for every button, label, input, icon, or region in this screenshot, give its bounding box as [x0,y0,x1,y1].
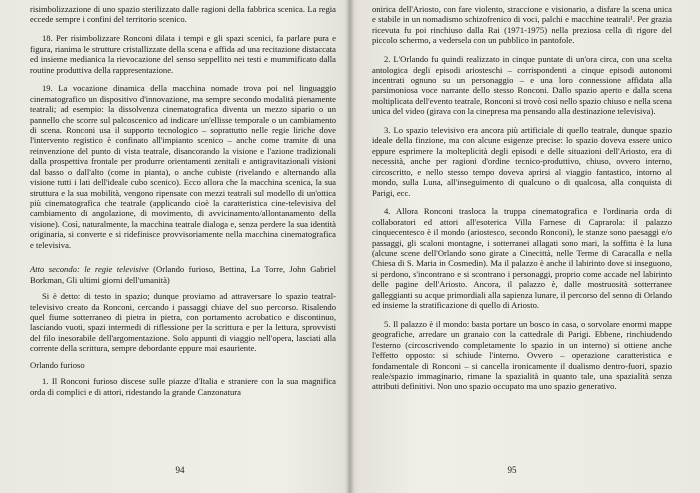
section-heading-rest: (Orlando furioso, Bettina, La Torre, John Gabriel Borkman, Gli ultimi giorni dell'umanità) [30,264,336,285]
subheading-orlando: Orlando furioso [30,359,85,370]
right-top-lines: onirica dell'Ariosto, con fare violento, straccione e visionario, a disfare la scena unica e stabile in un nomadismo schizofrenico di voci, palchi e macchine teatrali¹. Per grazia ricevuta fu poi rinchiuso dalla Rai (1971-1975) nella preziosa cella di rigore del piccolo schermo, a vedersela con un pubblico in pantofole. [372,4,672,46]
paragraph-5: 5. Il palazzo è il mondo: basta portare un bosco in casa, o sorvolare enormi mappe geografiche, arredare un granaio con la cattedrale di Parigi. Ebbene, rinchiudendo l'esterno (circoscrivendo completamente lo spazio in un interno) si ottiene anche l'effetto opposto: si schiude l'interno. Ovvero – operazione caratteristica e fondamentale di Ronconi – si cancella ironicamente il dualismo dentro-fuori, spazio reale/spazio immaginario, rimane la spazialità in quanto tale, una spazialità senza attributi definitivi. Non uno spazio occupato ma uno spazio generativo. [372,318,672,392]
paragraph-intro: Si è detto: di testo in spazio; dunque proviamo ad attraversare lo spazio teatral-televisivo creato da Ronconi, cercando i passaggi chiave del suo percorso. Risalendo quel fiume sotterraneo di pietra in pietra, con portamento acrobatico e discontinuo, lasciando vuoti, spazi intermedi di riflessione per la scrittura e per la lettura, sprovvisti del filo inesorabile dell'argomentazione. Solo appunti di viaggio nell'opera, lasciati alla corrente della scrittura, sempre debordante eppure mai esauriente. [30,291,336,354]
left-top-lines: risimbolizzazione di uno spazio sterilizzato dalle ragioni della fabbrica scenica. La regia eccede sempre i confini del territorio scenico. [30,4,336,25]
section-heading-italic: Atto secondo: le regie televisive [30,264,149,275]
paragraph-2: 2. L'Orlando fu quindi realizzato in cinque puntate di un'ora circa, con una scelta antologica degli episodi ariosteschi – corrispondenti a cinque episodi autonomi incentrati ognuno su un personaggio – e una loro connessione affidata alla parsimoniosa voce narrante dello stesso Ronconi. Dallo spazio aperto e dalla scena moltiplicata dell'evento teatrale, Ronconi si trovò così nello spazio chiuso e nella scena unica del video (girava con la cinepresa ma pensando alla destinazione televisiva). [372,54,672,117]
paragraph-18: 18. Per risimbolizzare Ronconi dilata i tempi e gli spazi scenici, fa parlare pura e figura, rianima le strutture cristallizzate della scena e affida ad una recitazione distaccata ed insieme medianica la rievocazione del senso seppellito nei testi e mummificato dalla routine produttiva della rappresentazione. [30,33,336,75]
page-number-left: 94 [175,465,185,475]
paragraph-1: 1. Il Ronconi furioso discese sulle piazze d'Italia e straniere con la sua magnifica orda di complici e di attori, ridestando la grande Canzonatura [30,376,336,397]
page-number-right: 95 [507,465,517,475]
right-page [350,0,700,493]
section-heading [30,264,336,285]
paragraph-19: 19. La vocazione dinamica della macchina nomade trova poi nel linguaggio cinematografico un dispositivo d'innovazione, ma sempre secondo modalità pienamente teatrali; ad esempio: la dissolvenza cinematografica diventa un mezzo sipario o un pannello che scorre sul palcoscenico ad indicare un'ellisse temporale o un cambiamento di scena. Ronconi usa il supporto tecnologico – soprattutto nelle regie liriche dove l'intervento registico è confinato all'impianto scenico – anche come tramite di una reinvenzione del punto di vista teatrale, disancorando la visione e l'azione tradizionali dalla prospettiva frontale per produrre orientamenti zenitali e antigravitazionali visioni dal basso o dall'alto (come in pianta), o anche cubiste (rivelando e alternando alla visione tutti i lati dell'ideale cubo scenico). Ecco allora che la macchina scenica, la sua struttura e la sua mobilità, vengono ripensate con mezzi teatrali sul modello di un'ottica più cinematografica che teatrale (applicando cioè la caratteristica cine-televisiva del cambiamento di angolazione, di movimento, di avvicinamento/allontanamento della visione). Così, naturalmente, la macchina teatrale dialoga e, senza perdere la sua identità originaria, si converte e si ridefinisce provvisoriamente nella macchina cinematografica e televisiva. [30,83,336,250]
paragraph-3: 3. Lo spazio televisivo era ancora più artificiale di quello teatrale, dunque spazio ideale della finzione, ma con alcune esigenze precise: lo spazio doveva essere unico eppure esprimere la molteplicità degli episodi e delle situazioni dell'Ariosto, era di necessità, anche per ragioni d'ordine tecnico-produttivo, chiuso, ovvero interno, circoscritto, e nello stesso tempo doveva aprirsi al viaggio fantastico, intorno al mondo, sulla Luna, all'inseguimento di qualcuno o di qualcosa, alla conquista di Parigi, ecc. [372,125,672,198]
paragraph-4: 4. Allora Ronconi trasloca la truppa cinematografica e l'ordinaria orda di collaboratori ed attori all'esoterica Villa Farnese di Caprarola: il palazzo cinquecentesco è il mondo (ariostesco, secondo Ronconi), le stanze sono paesaggi e/o passaggi, gli scaloni montagne, i sotterranei allagati sono mari, la soffitta è la luna (alcune scene dell'Orlando sono girate a Cinecittà, nelle Terme di Caracalla e nella Chiesa di S. Maria in Cosmedin). Ma il palazzo è anche il labirinto dove si inseguono, si perdono, s'incontrano e si scontrano i personaggi, proprio come accade nel labirinto delle pagine dell'Ariosto. Ancora, il palazzo è, dalle mostruosità sotterranee galleggianti su acque primordiali alla sapienza lunare, il percorso del senno di Orlando ed insieme la stratificazione di quello di Ariosto. [372,206,672,311]
